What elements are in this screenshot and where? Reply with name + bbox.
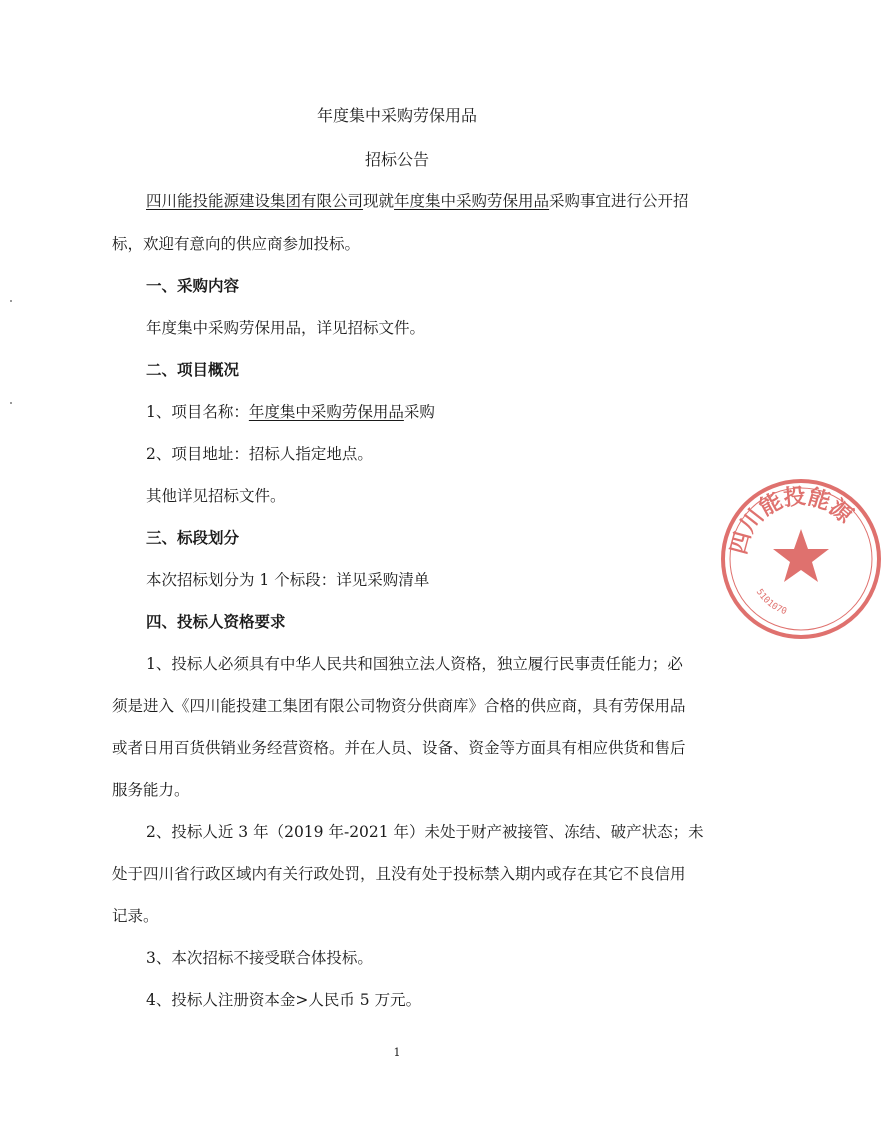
- qualification-2-line-3: 记录。: [112, 907, 159, 925]
- company-seal-icon: [716, 474, 886, 644]
- project-name-line: 1、项目名称：年度集中采购劳保用品采购: [146, 403, 435, 421]
- svg-text:四川能投能源: [727, 483, 858, 557]
- section-heading-2: 二、项目概况: [146, 360, 240, 379]
- section-heading-3: 三、标段划分: [146, 528, 240, 547]
- svg-text:5101070: [754, 587, 788, 617]
- section-heading-4: 四、投标人资格要求: [146, 612, 286, 631]
- intro-line-1: 四川能投能源建设集团有限公司现就年度集中采购劳保用品采购事宜进行公开招: [146, 192, 689, 210]
- scan-mark: [10, 402, 12, 404]
- section-1-body: 年度集中采购劳保用品，详见招标文件。: [146, 319, 426, 337]
- section-3-body: 本次招标划分为 1 个标段：详见采购清单: [146, 571, 430, 589]
- page-number: 1: [393, 1046, 401, 1059]
- scan-mark: [10, 300, 12, 302]
- qualification-2-line-1: 2、投标人近 3 年（2019 年-2021 年）未处于财产被接管、冻结、破产状态；未: [146, 823, 704, 841]
- document-title: 年度集中采购劳保用品: [316, 106, 477, 125]
- intro-line-2: 标，欢迎有意向的供应商参加投标。: [112, 235, 361, 253]
- qualification-1-line-1: 1、投标人必须具有中华人民共和国独立法人资格，独立履行民事责任能力；必: [146, 655, 683, 673]
- qualification-2-line-2: 处于四川省行政区域内有关行政处罚，且没有处于投标禁入期内或存在其它不良信用: [112, 865, 686, 883]
- qualification-4: 4、投标人注册资本金>人民币 5 万元。: [146, 991, 422, 1009]
- project-name: 年度集中采购劳保用品: [394, 192, 550, 210]
- qualification-1-line-2: 须是进入《四川能投建工集团有限公司物资分供商库》合格的供应商，具有劳保用品: [112, 697, 686, 715]
- qualification-1-line-3: 或者日用百货供销业务经营资格。并在人员、设备、资金等方面具有相应供货和售后: [112, 739, 686, 757]
- section-heading-1: 一、采购内容: [146, 276, 240, 295]
- seal-text: 四川能投能源: [726, 484, 857, 557]
- qualification-1-line-4: 服务能力。: [112, 781, 190, 799]
- seal-code: 5101070: [753, 587, 788, 618]
- project-address-line: 2、项目地址：招标人指定地点。: [146, 445, 373, 463]
- document-subtitle: 招标公告: [364, 150, 429, 169]
- section-2-other: 其他详见招标文件。: [146, 487, 286, 505]
- company-name: 四川能投能源建设集团有限公司: [146, 192, 364, 210]
- qualification-3: 3、本次招标不接受联合体投标。: [146, 949, 373, 967]
